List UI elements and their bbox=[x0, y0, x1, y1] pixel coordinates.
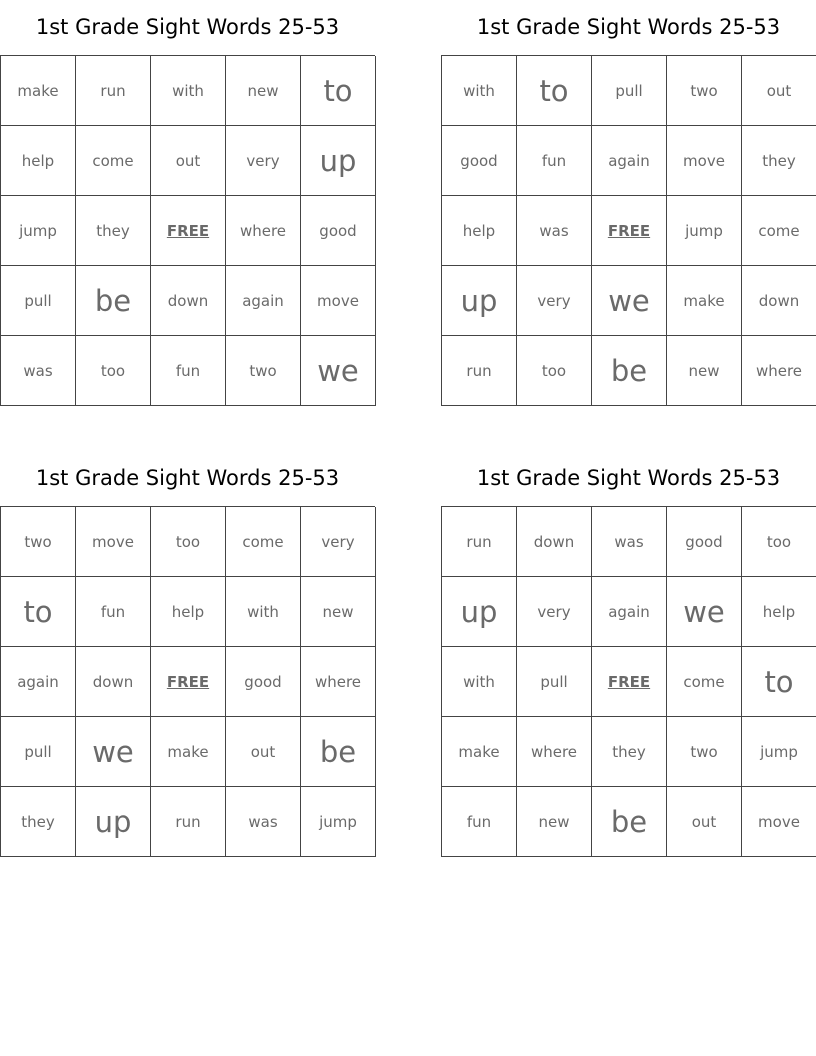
grid-cell: to bbox=[1, 577, 76, 647]
grid-cell: very bbox=[517, 266, 592, 336]
grid-cell: was bbox=[592, 507, 667, 577]
grid-cell: we bbox=[667, 577, 742, 647]
grid-cell: be bbox=[76, 266, 151, 336]
grid-cell: with bbox=[226, 577, 301, 647]
grid-cell: two bbox=[667, 56, 742, 126]
grid-cell: jump bbox=[667, 196, 742, 266]
grid-cell: new bbox=[226, 56, 301, 126]
grid-cell: up bbox=[442, 266, 517, 336]
grid-cell: was bbox=[1, 336, 76, 406]
grid-cell: good bbox=[442, 126, 517, 196]
grid-cell: good bbox=[226, 647, 301, 717]
grid-cell: we bbox=[76, 717, 151, 787]
grid-cell: pull bbox=[1, 266, 76, 336]
grid-cell: fun bbox=[442, 787, 517, 857]
grid-cell: run bbox=[442, 336, 517, 406]
grid-cell: move bbox=[301, 266, 376, 336]
card-title: 1st Grade Sight Words 25-53 bbox=[35, 466, 340, 490]
bingo-card-2 bbox=[441, 0, 816, 406]
grid-cell: very bbox=[517, 577, 592, 647]
grid-cell: out bbox=[667, 787, 742, 857]
grid-cell: move bbox=[667, 126, 742, 196]
free-space-cell: FREE bbox=[592, 196, 667, 266]
bingo-card-3 bbox=[0, 451, 375, 857]
grid-cell: make bbox=[667, 266, 742, 336]
grid-cell: they bbox=[76, 196, 151, 266]
grid-cell: was bbox=[517, 196, 592, 266]
grid-cell: jump bbox=[742, 717, 816, 787]
grid-cell: out bbox=[226, 717, 301, 787]
grid-cell: come bbox=[742, 196, 816, 266]
grid-cell: again bbox=[226, 266, 301, 336]
grid-cell: they bbox=[1, 787, 76, 857]
grid-cell: with bbox=[442, 56, 517, 126]
grid-cell: where bbox=[226, 196, 301, 266]
grid-cell: down bbox=[151, 266, 226, 336]
grid-cell: run bbox=[76, 56, 151, 126]
grid-cell: two bbox=[226, 336, 301, 406]
grid-cell: we bbox=[301, 336, 376, 406]
grid-cell: make bbox=[442, 717, 517, 787]
grid-cell: new bbox=[667, 336, 742, 406]
free-space-cell: FREE bbox=[151, 647, 226, 717]
grid-cell: new bbox=[517, 787, 592, 857]
grid-cell: out bbox=[742, 56, 816, 126]
grid-cell: to bbox=[517, 56, 592, 126]
grid-cell: up bbox=[301, 126, 376, 196]
word-grid bbox=[441, 55, 816, 406]
grid-cell: too bbox=[76, 336, 151, 406]
grid-cell: with bbox=[442, 647, 517, 717]
grid-cell: where bbox=[517, 717, 592, 787]
grid-cell: fun bbox=[517, 126, 592, 196]
grid-cell: help bbox=[742, 577, 816, 647]
grid-cell: out bbox=[151, 126, 226, 196]
grid-cell: new bbox=[301, 577, 376, 647]
grid-cell: come bbox=[76, 126, 151, 196]
grid-cell: move bbox=[742, 787, 816, 857]
grid-cell: run bbox=[151, 787, 226, 857]
grid-cell: be bbox=[592, 787, 667, 857]
grid-cell: jump bbox=[301, 787, 376, 857]
grid-cell: with bbox=[151, 56, 226, 126]
grid-cell: good bbox=[667, 507, 742, 577]
card-title: 1st Grade Sight Words 25-53 bbox=[476, 466, 781, 490]
grid-cell: down bbox=[517, 507, 592, 577]
grid-cell: two bbox=[1, 507, 76, 577]
grid-cell: pull bbox=[592, 56, 667, 126]
grid-cell: move bbox=[76, 507, 151, 577]
grid-cell: was bbox=[226, 787, 301, 857]
bingo-card-4 bbox=[441, 451, 816, 857]
grid-cell: too bbox=[517, 336, 592, 406]
grid-cell: very bbox=[301, 507, 376, 577]
grid-cell: run bbox=[442, 507, 517, 577]
grid-cell: pull bbox=[517, 647, 592, 717]
free-space-cell: FREE bbox=[592, 647, 667, 717]
grid-cell: jump bbox=[1, 196, 76, 266]
grid-cell: again bbox=[592, 577, 667, 647]
card-title: 1st Grade Sight Words 25-53 bbox=[476, 15, 781, 39]
card-title: 1st Grade Sight Words 25-53 bbox=[35, 15, 340, 39]
word-grid bbox=[0, 506, 375, 857]
grid-cell: to bbox=[742, 647, 816, 717]
grid-cell: to bbox=[301, 56, 376, 126]
grid-cell: very bbox=[226, 126, 301, 196]
free-space-cell: FREE bbox=[151, 196, 226, 266]
grid-cell: come bbox=[667, 647, 742, 717]
grid-cell: we bbox=[592, 266, 667, 336]
grid-cell: good bbox=[301, 196, 376, 266]
grid-cell: too bbox=[151, 507, 226, 577]
grid-cell: be bbox=[301, 717, 376, 787]
grid-cell: help bbox=[151, 577, 226, 647]
grid-cell: be bbox=[592, 336, 667, 406]
grid-cell: make bbox=[151, 717, 226, 787]
grid-cell: help bbox=[1, 126, 76, 196]
grid-cell: down bbox=[76, 647, 151, 717]
grid-cell: where bbox=[742, 336, 816, 406]
grid-cell: pull bbox=[1, 717, 76, 787]
grid-cell: up bbox=[442, 577, 517, 647]
grid-cell: they bbox=[592, 717, 667, 787]
grid-cell: again bbox=[1, 647, 76, 717]
grid-cell: where bbox=[301, 647, 376, 717]
grid-cell: two bbox=[667, 717, 742, 787]
grid-cell: make bbox=[1, 56, 76, 126]
grid-cell: help bbox=[442, 196, 517, 266]
grid-cell: down bbox=[742, 266, 816, 336]
word-grid bbox=[441, 506, 816, 857]
grid-cell: up bbox=[76, 787, 151, 857]
bingo-card-1 bbox=[0, 0, 375, 406]
grid-cell: fun bbox=[151, 336, 226, 406]
grid-cell: fun bbox=[76, 577, 151, 647]
grid-cell: too bbox=[742, 507, 816, 577]
word-grid bbox=[0, 55, 375, 406]
grid-cell: again bbox=[592, 126, 667, 196]
grid-cell: they bbox=[742, 126, 816, 196]
grid-cell: come bbox=[226, 507, 301, 577]
